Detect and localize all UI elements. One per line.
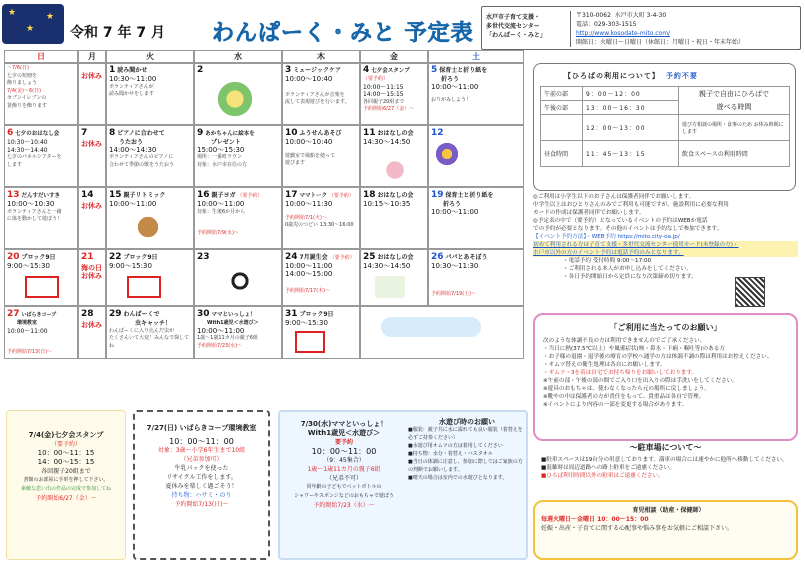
cal-cell: 6 七夕のおはなし会 10:30～10:40 14:30～14:40 七夕のパネルシアターを します [4, 125, 78, 187]
weekday-thu: 木 [282, 50, 360, 64]
weekday-sat: 土 [428, 50, 524, 64]
table-row: 昼食時間 11：45～13：15 飲食スペースの利用時間 [541, 141, 790, 167]
childcare-consultation-box: 育児相談（助産・保健師） 毎週火曜日～金曜日 10：00～15：00 妊娠・出産・子育てに関する心配事や悩み事をお気軽にご相談下さい。 [533, 500, 798, 560]
cal-cell: 20 ブロック9日 9:00～15:30 [4, 249, 78, 306]
cal-cell: 4 七夕会スタンプ （要予約） 10:00～11:15 14:00～15:15 各回親子20組まで 予約開始6/27（金）～ [360, 62, 428, 125]
year-month-label: 令和 7 年 7 月 [70, 25, 165, 41]
cal-cell: 25 おはなしの会 14:30～14:50 [360, 249, 428, 306]
weekday-wed: 水 [194, 50, 282, 64]
cal-cell: 3 ミュージックケア 10:00～10:40 ボランティアさんが音楽を 流して表現遊びを行います。 [282, 62, 360, 125]
cal-cell: 30 ママといっしょ！ With1歳児＜水遊び＞ 10:00～11:00 1歳～1歳11カ月の親子6組 予約開始7/23(水)～ [194, 306, 282, 359]
cal-cell: 1 読み聞かせ 10:30～11:00 ボランティアさんが 読み聞かせをします [106, 62, 194, 125]
usage-notes: ◎ご利用は小学生以下のお子さんは保護者同伴でお願いします。 中学生以上はおひとりさんのみでご利用も可能ですが、施設利用に必要な利用 カードの作成は保護者同伴でお願いします。 ◎予定表の中で（要予約）となっているイベントの予約はWEBか電話 での予約が必要となります。その他のイベントは予約なしで参加できます。 【イベント予約方法】・WEB予約 https://mito.city-oa.jp/ 初めて利用される方は子育て支援・多世代交流センター使用カード(未登録の方)・ 水戸市以外の方のイベント予約は電話予約のみとなります。 ・電話予約 受付時間 9:00～17:00 ・ご利用される本人がお申し込みをしてください。 ・各日予約開始日から定員になり次第締め切ります。 [533, 193, 798, 311]
parking-info: ～駐車場について～ ■駐車スペースは19台分の用意しております。満車の場合には速やかに他所へ移動してください。 ■混雑時は周辺道路への路上駐車をご遠慮ください。 ■ひろば利用時間以外の駐車はご遠慮ください。 [533, 442, 798, 500]
cal-cell: 24 7月誕生会 （要予約） 10:00～11:00 14:00～15:00 予約開始7/17(木)～ [282, 249, 360, 306]
block-illustration [127, 276, 161, 298]
star-icon: ★ [46, 12, 55, 22]
coop-environment-box: 7/27(日) いばらきコープ環境教室 10：00～11：00 対象：3歳～小学6年生まで10組 （兄弟参加可） 牛乳パックを使った リサイクル工作をします。 夏休みを楽しく過ごそう！ 持ち物：ハサミ・のり 予約開始7/13(日)～ [133, 410, 270, 560]
cal-cell: 17 ママトーク （要予約） 10:00～11:30 予約開始7/1(火)～ 0歳児のつどい 13:30～16:00 [282, 187, 360, 249]
fish-illustration [381, 317, 481, 337]
cal-cell: 23 [194, 249, 282, 306]
block-illustration [25, 276, 59, 298]
cal-cell: 22 ブロック9日 9:00～15:30 [106, 249, 194, 306]
weekday-sun: 日 [4, 50, 78, 64]
weekday-fri: 金 [360, 50, 428, 64]
closed-label: お休み [81, 140, 102, 148]
opening-hours: 開館日：火曜日～日曜日（休館日：月曜日・祝日・年末年始） [576, 39, 745, 46]
star-icon: ★ [26, 24, 35, 34]
no-reservation-badge: 予約不要 [665, 72, 698, 80]
cal-cell: 14 お休み [78, 187, 106, 249]
hiroba-table [540, 86, 790, 167]
cal-cell: 18 おはなしの会 10:15～10:35 [360, 187, 428, 249]
org-name: 水戸市子育て支援・ 多世代交流センター 「わんぱーく・みと」 [486, 14, 547, 39]
calendar-header [4, 50, 524, 62]
closed-label: お休み [81, 271, 102, 280]
cal-cell: 10 ふうせんあそび 10:00～10:40 遊戯室で風船を使って 遊びます [282, 125, 360, 187]
tanabata-stamp-box: 7/4(金)七夕会スタンプ （要予約） 10：00～11：15 14：00～15：15 各回親子20組まで 書館のお部屋に手形を押して下さい。 素敵な思い出の作品の完成で参加してね 予約開始6/27（金）～ [6, 410, 126, 560]
closed-label: お休み [81, 72, 102, 80]
reservation-badge: 要予約 [334, 439, 353, 446]
panda-illustration [229, 270, 251, 292]
cal-cell [78, 62, 106, 125]
table-row: 午前の部 9：00～12：00 親子で自由にひろばで [541, 87, 790, 101]
cal-cell: 7 お休み [78, 125, 106, 187]
book-illustration [375, 276, 405, 298]
cal-cell: 5 保育士と折り紙を 折ろう 10:00～11:00 おりがみしよう！ [428, 62, 524, 125]
cal-cell: 13 だんすだいすき 10:00～10:30 ボランティアさんと一緒 に体を動かして遊ぼう！ [4, 187, 78, 249]
usage-requests-box: 「ご利用に当たってのお願い」 次のような体調不良の方は利用できませんのでご了承ください。 ・当日に熱(37.5℃以上）や風邪症状(咳・鼻水・下痢・嘔吐等)のある方 ・お子様の退園・退学後の療育の学校へ通学の方は体調不調の際は利用はお控えください。 ・オムツ替えの衛生処理は各自にお願いします。 ・オムツ・3を着は自宅でお持ち帰りをお願いしております。 ※午前の部・午後の部の間でご入り口を出入りの際は手洗いをしてください。 ※遊具のおもちゃは、使わなくなったら元の場所に戻しましょう。 ※靴やの中は保護者の方が責任をもって、貴重品は各自で管理。 ※イベントにより内容の一部を変更する場合があります。 [533, 313, 798, 441]
cal-cell [360, 306, 524, 359]
parking-title: ～駐車場について～ [629, 443, 702, 452]
website-link[interactable]: http://www.kosodate-mito.com/ [576, 30, 671, 37]
calendar [4, 50, 524, 402]
web-reservation-link[interactable]: 【イベント予約方法】・WEB予約 https://mito.city-oa.jp/ [533, 234, 680, 240]
cal-cell: 27 いばらきコープ 環境教室 10:00～11:00 予約開始7/13(日)～ [4, 306, 78, 359]
cal-cell: 11 おはなしの会 14:30～14:50 [360, 125, 428, 187]
cal-cell: ～7/6(日) 七夕の短冊を 飾りましょう 7/4(金)～6(日) セブンイレブンの 笹飾りを飾ります [4, 62, 78, 125]
cal-cell: 9 あかちゃんに絵本を プレゼント 15:00～15:30 場所：一番町ラウン 対象：水戸市在住の方 [194, 125, 282, 187]
phone: 電話：029-303-1515 [576, 21, 637, 28]
cal-cell: 26 パパとあそぼう 10:30～11:30 予約開始7/19(土)～ [428, 249, 524, 306]
block-illustration [295, 331, 325, 353]
cal-cell: 31 ブロック9日 9:00～15:30 [282, 306, 360, 359]
tanabata-illustration [215, 79, 255, 119]
hiroba-usage-box [533, 63, 796, 191]
cal-cell: 12 [428, 125, 524, 187]
cal-cell: 28 お休み [78, 306, 106, 359]
star-icon: ★ [8, 8, 17, 18]
children-illustration [377, 158, 413, 182]
cal-cell: 16 親子ヨガ （要予約） 10:00～11:00 対象：生後6か月から 予約開始7/9(水)～ [194, 187, 282, 249]
divider [570, 11, 571, 47]
cal-cell: 15 親子リトミック 10:00～11:00 [106, 187, 194, 249]
closed-label: お休み [81, 202, 102, 210]
cal-cell: 8 ピアノに合わせて うたおう 14:00～14:30 ボランティアさんのピアノに 合わせて季節の歌をうたおう [106, 125, 194, 187]
water-play-box: 7/30(水)ママといっしょ！ With1歳児＜水遊び＞ 要予約 10：00～11：00 （9：45集合） 1歳～1歳11カ月の親子6組 （兄弟不可） 同年齢の子どもでペットボトルの シャワーやスポンジなどのおもちゃで遊ぼう 予約開始7/23（水）～ 水遊び時のお願い ■服装：親子共に水に濡れても良い服装（着替えを必ずご持参ください） ■水遊び用オムツの方は着用してください ■持ち物：水分・着替え・バスタオル ■当日の体調に注意し、参加に際してはご家族の方の判断でお願いします。 ■晴天の場合は室内での水遊びとなります。 [278, 410, 528, 560]
cal-cell: 21 海の日 お休み [78, 249, 106, 306]
org-info-box [481, 6, 801, 50]
header-logo [2, 4, 64, 44]
org-contact: 〒310-0062 水戸市大町 3-4-30 電話：029-303-1515 http://www.kosodate-mito.com/ 開館日：火曜日～日曜日（休館日：月曜日・祝日・年末年始） [576, 12, 745, 46]
table-row: 午後の部 13：00～16：30 遊べる時間 [541, 101, 790, 115]
weekday-mon: 月 [78, 50, 106, 64]
page-title: わんぱーく・みと 予定表 [212, 21, 474, 46]
cal-cell: 2 [194, 62, 282, 125]
cal-cell: 29 わんぱーくで 虫キャッチ！ わんぱーくに入り込んだ虫が たくさんいて大変！みんなで探してね [106, 306, 194, 359]
qr-code[interactable] [735, 277, 765, 307]
holiday-label: 海の日 [81, 264, 102, 272]
bear-illustration [135, 214, 161, 240]
closed-label: お休み [81, 321, 102, 329]
childcare-title: 育児相談（助産・保健師） [632, 507, 705, 514]
hiroba-title: 【ひろばの利用について】 [564, 72, 660, 80]
cal-cell: 19 保育士と折り紙を 折ろう 10:00～11:00 [428, 187, 524, 249]
flower-illustration [435, 142, 459, 166]
weekday-tue: 火 [106, 50, 194, 64]
table-row: 12：00～13：00 遊び方相談の場所・食事のため お休み時間にします [541, 115, 790, 141]
usage-requests-title: 「ご利用に当たってのお願い」 [609, 323, 722, 332]
